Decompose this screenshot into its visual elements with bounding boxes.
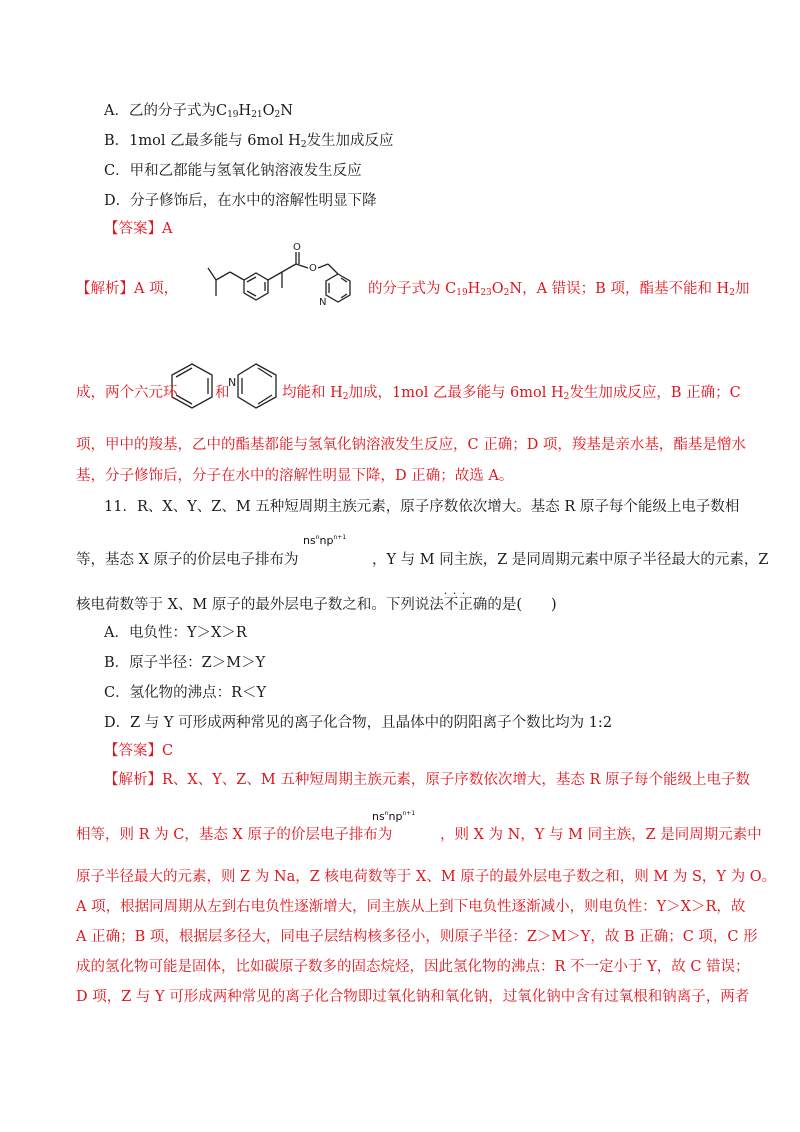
q11-analysis-line-1: 【解析】R、X、Y、Z、M 五种短周期主族元素，原子序数依次增大，基态 R 原子每个能级上电子数 xyxy=(104,772,750,788)
q11-analysis-line-6: 成的氢化物可能是固体，比如碳原子数多的固态烷烃，因此氢化物的沸点：R 不一定小于 Y，故 C 错误； xyxy=(76,959,750,975)
q11-option-a: A．电负性：Y＞X＞R xyxy=(104,625,247,641)
q11-answer: 【答案】C xyxy=(104,743,174,759)
q11-stem-line-3: 核电荷数等于 X、M 原子的最外层电子数之和。下列说法· · · 不正确的是( ) xyxy=(76,595,557,615)
mol-o1-label: O xyxy=(293,242,301,253)
mol-o2-label: O xyxy=(309,263,317,274)
pyridine-n-label: N xyxy=(228,376,237,389)
q10-answer: 【答案】A xyxy=(104,221,173,237)
q11-stem-line-2b: ，Y 与 M 同主族，Z 是同周期元素中原子半径最大的元素，Z xyxy=(372,552,769,568)
q11-analysis-line-3: 原子半径最大的元素，则 Z 为 Na，Z 核电荷数等于 X、M 原子的最外层电子数之和，则 M 为 S，Y 为 O。 xyxy=(76,869,777,885)
electron-config-image-1: $ns^nnp^{n+1}$ xyxy=(303,534,347,547)
mol-n-label: N xyxy=(319,297,327,308)
q10-analysis-line-3: 项，甲中的羧基，乙中的酯基都能与氢氧化钠溶液发生反应，C 正确；D 项，羧基是亲水基，酯基是憎水 xyxy=(76,437,746,453)
q11-option-b: B．原子半径：Z＞M＞Y xyxy=(104,655,266,671)
electron-config-image-2: $ns^nnp^{n+1}$ xyxy=(372,810,416,823)
q10-analysis-line-1b: 的分子式为 $C_{19}H_{23}O_2N$，A 错误；B 项，酯基不能和 $H_2$加 xyxy=(368,281,750,298)
q10-analysis-line-1: 【解析】A 项， xyxy=(76,281,179,297)
q10-option-b: B．1mol 乙最多能与 6mol $H_2$发生加成反应 xyxy=(104,133,394,150)
q11-analysis-line-4: A 项，根据同周期从左到右电负性逐渐增大，同主族从上到下电负性逐渐减小，则电负性：Y＞X＞R，故 xyxy=(76,899,746,915)
q11-stem-line-1: 11．R、X、Y、Z、M 五种短周期主族元素，原子序数依次增大。基态 R 原子每个能级上电子数相 xyxy=(104,499,740,515)
q11-option-c: C．氢化物的沸点：R＜Y xyxy=(104,685,267,701)
q10-option-d: D．分子修饰后，在水中的溶解性明显下降 xyxy=(104,193,377,209)
q10-option-a: A．乙的分子式为$C_{19}H_{21}O_2N$ xyxy=(104,103,293,120)
q10-analysis-line-2a: 成，两个六元环 xyxy=(76,385,178,401)
q10-analysis-line-2and: 和 xyxy=(215,385,230,401)
q11-analysis-line-2a: 相等，则 R 为 C，基态 X 原子的价层电子排布为 xyxy=(76,827,393,843)
q10-analysis-line-4: 基，分子修饰后，分子在水中的溶解性明显下降，D 正确；故选 A。 xyxy=(76,468,514,484)
q11-analysis-line-5: A 正确；B 项，根据层多径大，同电子层结构核多径小，则原子半径：Z＞M＞Y，故 B 正确；C 项，C 形 xyxy=(76,929,758,945)
pyridine-ring-image xyxy=(228,360,280,412)
q11-stem-line-2a: 等，基态 X 原子的价层电子排布为 xyxy=(76,552,299,568)
q10-option-c: C．甲和乙都能与氢氧化钠溶液发生反应 xyxy=(104,163,362,179)
q10-analysis-line-2b: 均能和 $H_2$加成，1mol 乙最多能与 6mol $H_2$发生加成反应，B 正确；C xyxy=(282,385,741,402)
emphasis-text: · · · 不正确 xyxy=(444,595,488,615)
q11-analysis-line-2b: ，则 X 为 N，Y 与 M 同主族，Z 是同周期元素中 xyxy=(440,827,762,843)
q11-option-d: D．Z 与 Y 可形成两种常见的离子化合物，且晶体中的阴阳离子个数比均为 1:2 xyxy=(104,715,613,731)
q11-analysis-line-7: D 项，Z 与 Y 可形成两种常见的离子化合物即过氧化钠和氧化钠，过氧化钠中含有过氧根和钠离子，两者 xyxy=(76,989,750,1005)
